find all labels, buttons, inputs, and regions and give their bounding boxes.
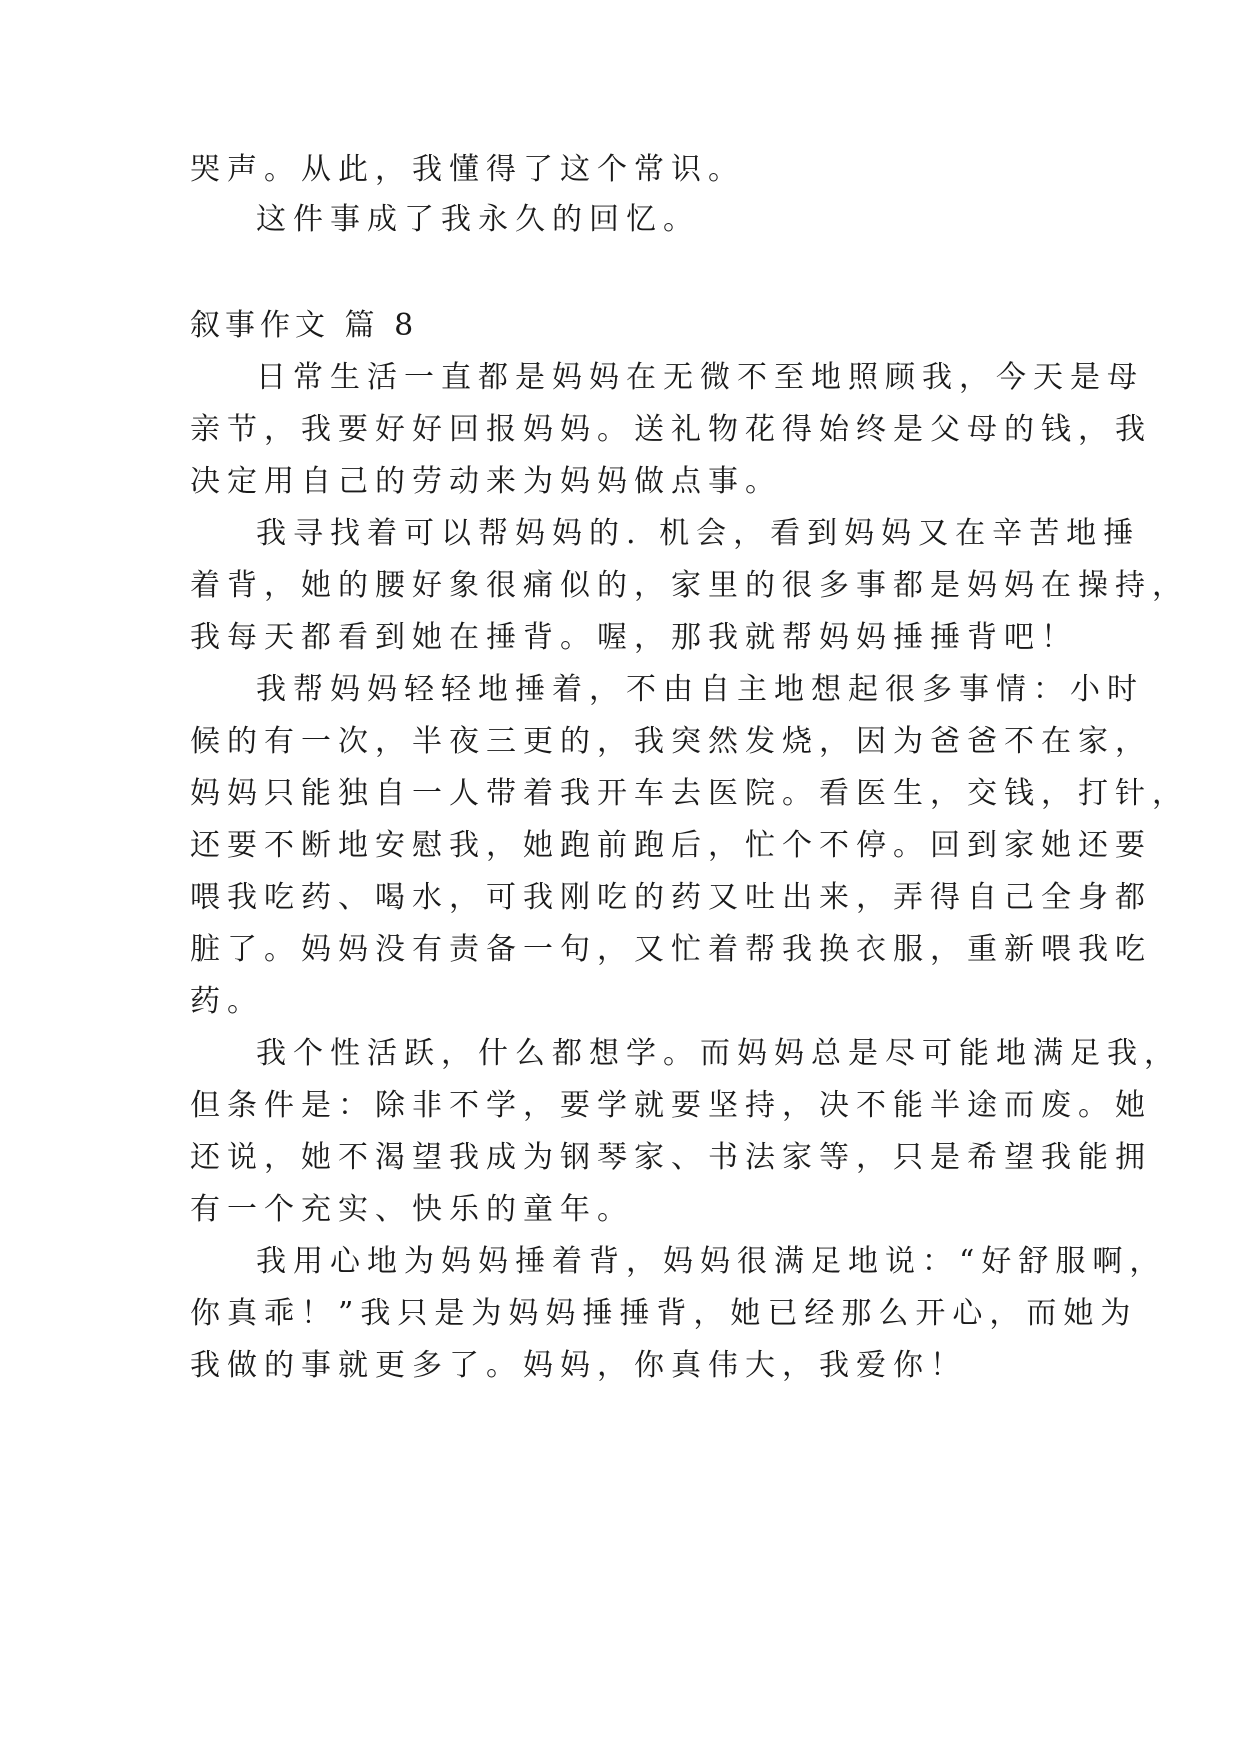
text-line-4: 我寻找着可以帮妈妈的. 机会，看到妈妈又在辛苦地捶 [256, 516, 1141, 551]
carryover-line-1: 哭声。从此，我懂得了这个常识。 [190, 152, 745, 187]
text-line-12: 脏了。妈妈没有责备一句，又忙着帮我换衣服，重新喂我吃 [190, 932, 1152, 967]
text-line-6: 我每天都看到她在捶背。喔，那我就帮妈妈捶捶背吧！ [190, 620, 1078, 655]
text-line-13: 药。 [190, 984, 264, 1019]
text-line-18: 我用心地为妈妈捶着背，妈妈很满足地说：“好舒服啊， [256, 1244, 1167, 1279]
text-line-11: 喂我吃药、喝水，可我刚吃的药又吐出来，弄得自己全身都 [190, 880, 1152, 915]
text-line-20: 我做的事就更多了。妈妈，你真伟大，我爱你！ [190, 1348, 967, 1383]
text-line-15: 但条件是：除非不学，要学就要坚持，决不能半途而废。她 [190, 1088, 1152, 1123]
text-line-19: 你真乖！”我只是为妈妈捶捶背，她已经那么开心，而她为 [190, 1296, 1138, 1331]
text-line-14: 我个性活跃，什么都想学。而妈妈总是尽可能地满足我， [256, 1036, 1181, 1071]
text-line-8: 候的有一次，半夜三更的，我突然发烧，因为爸爸不在家， [190, 724, 1152, 759]
text-line-3: 决定用自己的劳动来为妈妈做点事。 [190, 464, 782, 499]
carryover-line-2: 这件事成了我永久的回忆。 [256, 202, 700, 237]
text-line-9: 妈妈只能独自一人带着我开车去医院。看医生，交钱，打针， [190, 776, 1189, 811]
text-line-7: 我帮妈妈轻轻地捶着，不由自主地想起很多事情：小时 [256, 672, 1144, 707]
section-title: 叙事作文 篇 8 [190, 308, 419, 343]
text-line-2: 亲节，我要好好回报妈妈。送礼物花得始终是父母的钱，我 [190, 412, 1152, 447]
text-line-1: 日常生活一直都是妈妈在无微不至地照顾我，今天是母 [256, 360, 1144, 395]
text-line-10: 还要不断地安慰我，她跑前跑后，忙个不停。回到家她还要 [190, 828, 1152, 863]
text-line-17: 有一个充实、快乐的童年。 [190, 1192, 634, 1227]
text-line-5: 着背，她的腰好象很痛似的，家里的很多事都是妈妈在操持， [190, 568, 1189, 603]
text-line-16: 还说，她不渴望我成为钢琴家、书法家等，只是希望我能拥 [190, 1140, 1152, 1175]
